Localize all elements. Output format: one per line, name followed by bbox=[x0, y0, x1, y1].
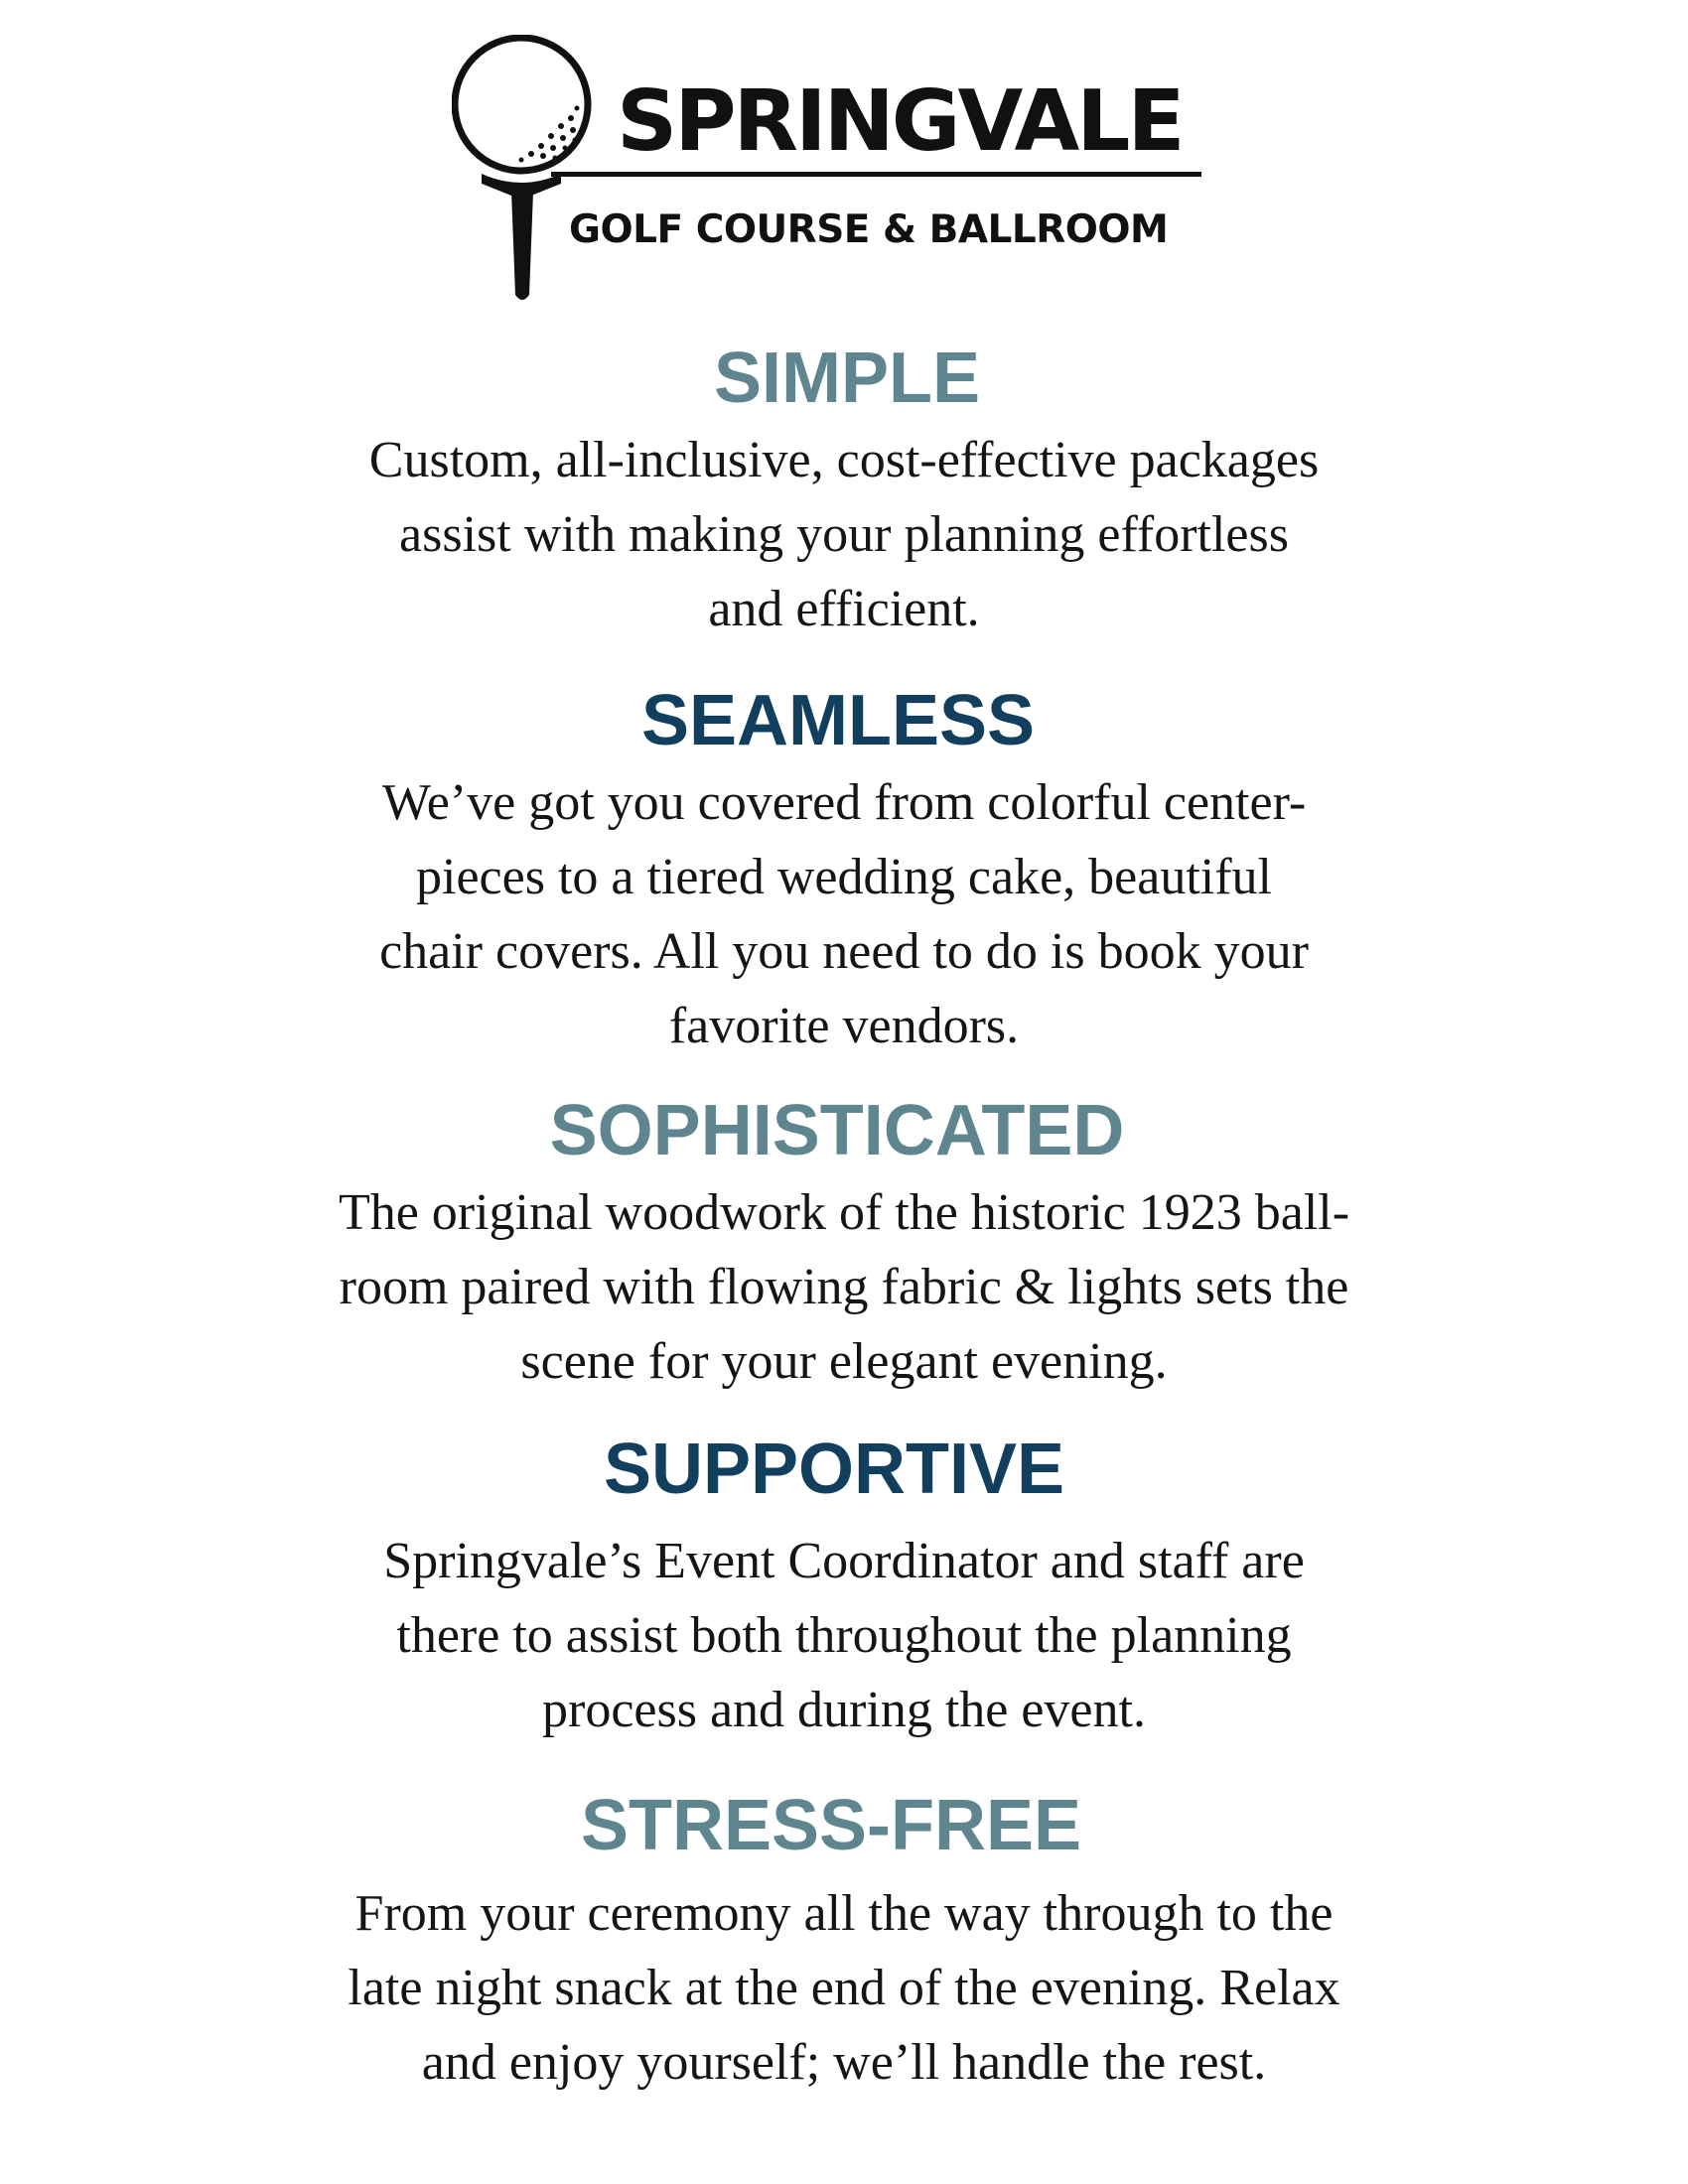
section-body bbox=[248, 423, 1440, 646]
body-line: scene for your elegant evening. bbox=[520, 1333, 1168, 1390]
body-line: pieces to a tiered wedding cake, beautiful bbox=[416, 849, 1272, 905]
body-line: there to assist both throughout the planning bbox=[396, 1607, 1292, 1664]
body-line: Springvale’s Event Coordinator and staff are bbox=[383, 1533, 1305, 1589]
body-line: The original woodwork of the historic 1923 ball- bbox=[338, 1184, 1350, 1241]
section-body bbox=[248, 1524, 1440, 1747]
body-line: chair covers. All you need to do is book your bbox=[379, 923, 1309, 980]
section-simple bbox=[248, 336, 1440, 646]
section-supportive bbox=[248, 1427, 1440, 1747]
section-seamless bbox=[248, 678, 1440, 1063]
section-heading: STRESS-FREE bbox=[580, 1786, 1082, 1865]
brand-name: SPRINGVALE bbox=[617, 72, 1183, 171]
section-body bbox=[248, 1175, 1440, 1399]
section-heading: SOPHISTICATED bbox=[549, 1091, 1125, 1170]
body-line: and enjoy yourself; we’ll handle the rest. bbox=[421, 2034, 1267, 2091]
section-heading: SIMPLE bbox=[713, 339, 981, 418]
section-body bbox=[248, 765, 1440, 1063]
body-line: Custom, all-inclusive, cost-effective packages bbox=[368, 432, 1320, 488]
body-line: favorite vendors. bbox=[668, 998, 1020, 1054]
body-line: process and during the event. bbox=[542, 1682, 1146, 1738]
section-heading: SUPPORTIVE bbox=[603, 1430, 1065, 1509]
section-sophisticated bbox=[248, 1088, 1440, 1399]
body-line: assist with making your planning effortless bbox=[399, 506, 1289, 563]
section-body bbox=[248, 1876, 1440, 2100]
springvale-logo bbox=[452, 35, 1206, 303]
brand-tagline: GOLF COURSE & BALLROOM bbox=[569, 207, 1169, 252]
section-heading: SEAMLESS bbox=[640, 681, 1036, 760]
body-line: From your ceremony all the way through to the bbox=[354, 1885, 1334, 1942]
body-line: and efficient. bbox=[708, 581, 980, 637]
body-line: late night snack at the end of the evening. Relax bbox=[348, 1960, 1340, 2016]
body-line: We’ve got you covered from colorful center- bbox=[381, 774, 1307, 831]
body-line: room paired with flowing fabric & lights sets the bbox=[339, 1259, 1349, 1315]
section-stress-free bbox=[248, 1783, 1440, 2100]
